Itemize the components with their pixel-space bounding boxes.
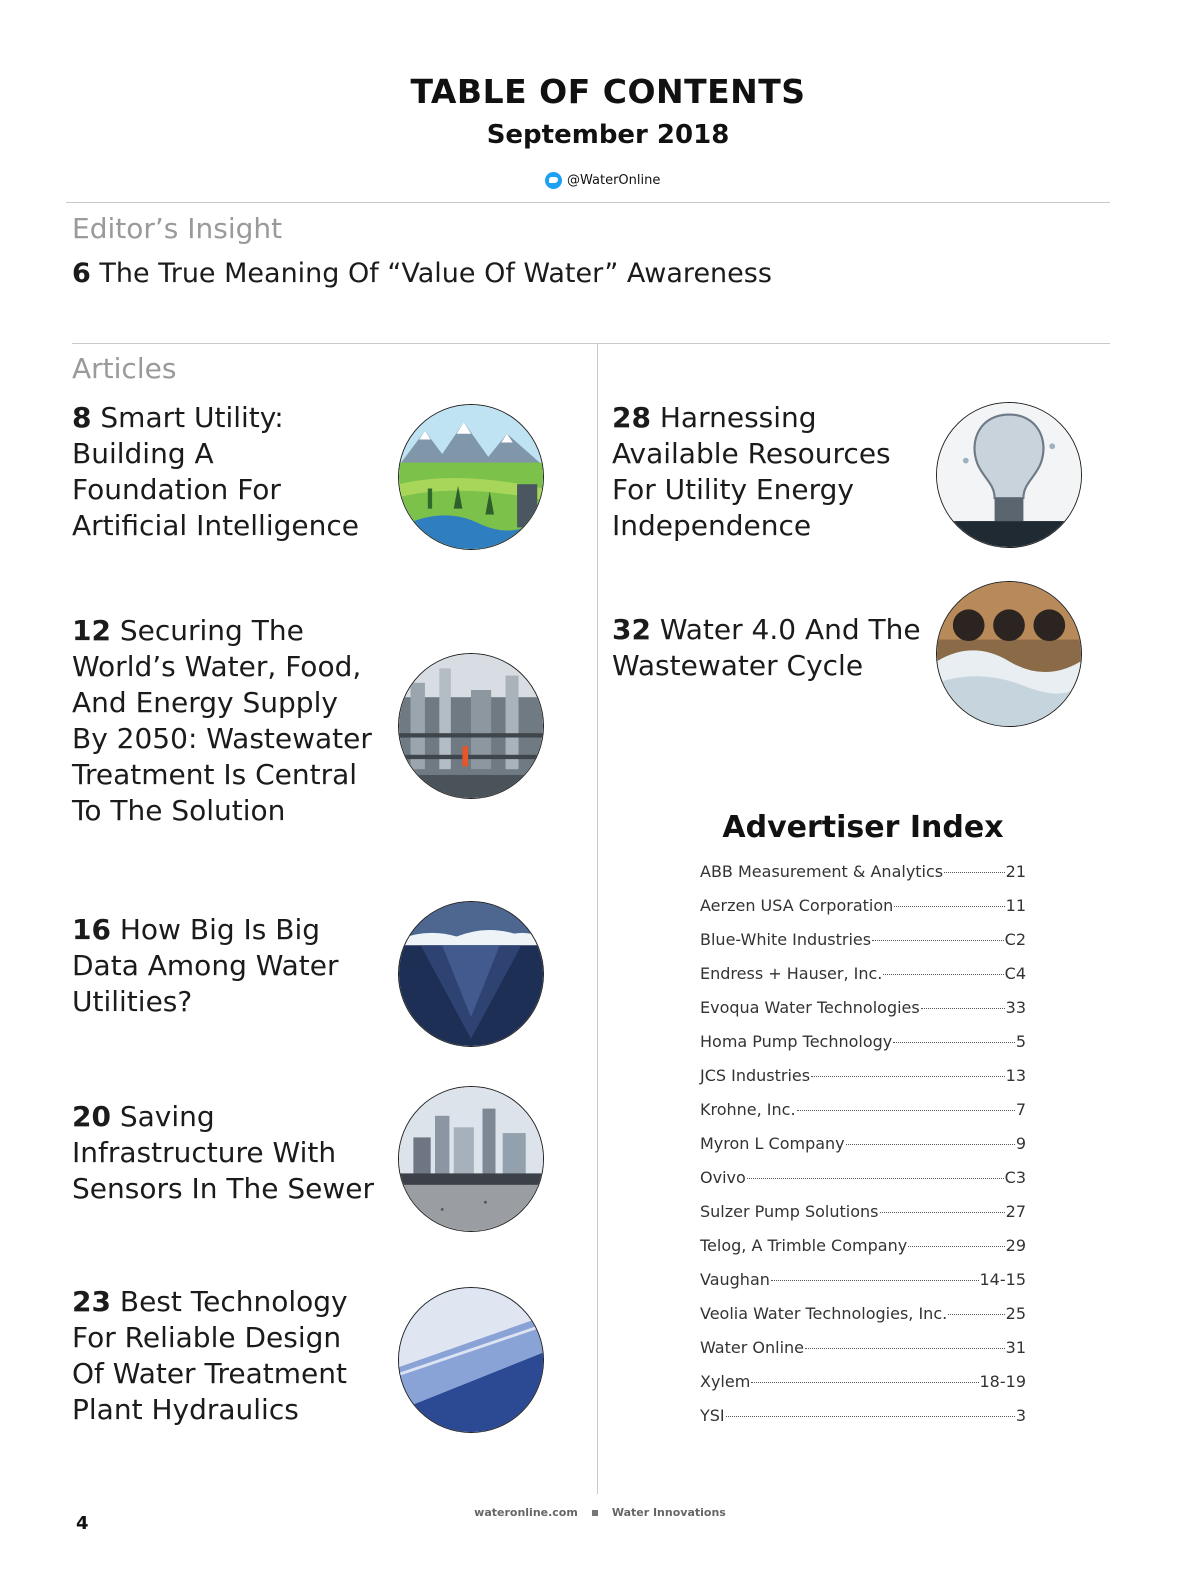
dot-leader — [883, 974, 1003, 975]
dot-leader — [880, 1212, 1005, 1213]
advertiser-page: 9 — [1015, 1134, 1026, 1153]
advertiser-name: Sulzer Pump Solutions — [700, 1202, 879, 1221]
page-footer — [0, 1506, 1200, 1519]
article-28[interactable] — [612, 400, 891, 544]
article-thumbnail-water-lightbulb[interactable] — [936, 402, 1082, 548]
advertiser-page: 11 — [1005, 896, 1026, 915]
dot-leader — [846, 1144, 1015, 1145]
dot-leader — [894, 906, 1004, 907]
article-title-line: Of Water Treatment — [72, 1357, 347, 1390]
separator-square-icon — [592, 1510, 598, 1516]
twitter-handle-link[interactable] — [545, 172, 660, 189]
dot-leader — [921, 1008, 1005, 1009]
page-title: TABLE OF CONTENTS — [410, 72, 806, 111]
article-title-line: Plant Hydraulics — [72, 1393, 299, 1426]
advertiser-entry[interactable] — [700, 930, 1026, 964]
advertiser-page: C3 — [1004, 1168, 1026, 1187]
article-page-number: 32 — [612, 613, 651, 646]
article-32[interactable] — [612, 612, 921, 684]
advertiser-entry[interactable] — [700, 1236, 1026, 1270]
dot-leader — [747, 1178, 1004, 1179]
article-thumbnail-landscape[interactable] — [398, 404, 544, 550]
advertiser-page: 31 — [1005, 1338, 1026, 1357]
advertiser-page: C4 — [1004, 964, 1026, 983]
article-page-number: 23 — [72, 1285, 111, 1318]
article-12[interactable] — [72, 613, 372, 829]
article-title-line: Saving — [119, 1100, 215, 1133]
advertiser-name: JCS Industries — [700, 1066, 811, 1085]
dot-leader — [893, 1042, 1015, 1043]
advertiser-entry[interactable] — [700, 1202, 1026, 1236]
editors-insight-article[interactable] — [72, 258, 772, 289]
advertiser-name: Krohne, Inc. — [700, 1100, 796, 1119]
advertiser-name: Telog, A Trimble Company — [700, 1236, 908, 1255]
advertiser-entry[interactable] — [700, 862, 1026, 896]
article-thumbnail-industrial-plant[interactable] — [398, 653, 544, 799]
article-title-line: Best Technology — [119, 1285, 348, 1318]
advertiser-entry[interactable] — [700, 1270, 1026, 1304]
article-8[interactable] — [72, 400, 359, 544]
article-title-line: Water 4.0 And The — [659, 613, 921, 646]
advertiser-page: 33 — [1005, 998, 1026, 1017]
twitter-handle: @WaterOnline — [567, 173, 661, 188]
footer-section: Water Innovations — [611, 1506, 726, 1519]
advertiser-page: 3 — [1015, 1406, 1026, 1425]
advertiser-name: Blue-White Industries — [700, 930, 872, 949]
advertiser-page: 21 — [1005, 862, 1026, 881]
article-title-line: Building A — [72, 437, 214, 470]
section-divider — [72, 343, 1110, 344]
advertiser-page: 18-19 — [979, 1372, 1026, 1391]
advertiser-entry[interactable] — [700, 1304, 1026, 1338]
dot-leader — [811, 1076, 1005, 1077]
advertiser-page: 5 — [1015, 1032, 1026, 1051]
dot-leader — [726, 1416, 1015, 1417]
article-title-line: Smart Utility: — [100, 401, 284, 434]
advertiser-entry[interactable] — [700, 1168, 1026, 1202]
advertiser-index-list — [700, 862, 1026, 1440]
advertiser-name: YSI — [700, 1406, 725, 1425]
article-title-line: Sensors In The Sewer — [72, 1172, 374, 1205]
article-16[interactable] — [72, 912, 339, 1020]
dot-leader — [797, 1110, 1015, 1111]
header-divider — [66, 202, 1110, 203]
dot-leader — [944, 872, 1005, 873]
advertiser-name: Myron L Company — [700, 1134, 845, 1153]
advertiser-name: Xylem — [700, 1372, 751, 1391]
advertiser-page: 7 — [1015, 1100, 1026, 1119]
issue-date: September 2018 — [486, 120, 730, 150]
advertiser-entry[interactable] — [700, 1338, 1026, 1372]
article-title-line: For Reliable Design — [72, 1321, 342, 1354]
dot-leader — [751, 1382, 978, 1383]
advertiser-page: 13 — [1005, 1066, 1026, 1085]
article-page-number: 20 — [72, 1100, 111, 1133]
article-23[interactable] — [72, 1284, 348, 1428]
article-title-line: Utilities? — [72, 985, 193, 1018]
article-thumbnail-water-channel[interactable] — [398, 1287, 544, 1433]
article-title-line: Treatment Is Central — [72, 758, 358, 791]
advertiser-page: 29 — [1005, 1236, 1026, 1255]
advertiser-entry[interactable] — [700, 1134, 1026, 1168]
advertiser-entry[interactable] — [700, 1100, 1026, 1134]
advertiser-entry[interactable] — [700, 1032, 1026, 1066]
article-title-line: World’s Water, Food, — [72, 650, 362, 683]
advertiser-name: Water Online — [700, 1338, 804, 1357]
advertiser-name: Vaughan — [700, 1270, 770, 1289]
advertiser-entry[interactable] — [700, 1066, 1026, 1100]
article-thumbnail-iceberg[interactable] — [398, 901, 544, 1047]
article-title: The True Meaning Of “Value Of Water” Awareness — [99, 258, 772, 289]
article-page-number: 6 — [72, 258, 91, 289]
twitter-icon — [545, 172, 562, 189]
advertiser-page: C2 — [1004, 930, 1026, 949]
article-title-line: Data Among Water — [72, 949, 339, 982]
article-title-line: Foundation For — [72, 473, 281, 506]
advertiser-page: 25 — [1005, 1304, 1026, 1323]
advertiser-index-title: Advertiser Index — [722, 810, 1004, 845]
dot-leader — [872, 940, 1004, 941]
dot-leader — [805, 1348, 1005, 1349]
article-thumbnail-outfall-pipes[interactable] — [936, 581, 1082, 727]
article-title-line: How Big Is Big — [119, 913, 321, 946]
article-page-number: 16 — [72, 913, 111, 946]
article-title-line: For Utility Energy — [612, 473, 854, 506]
dot-leader — [948, 1314, 1004, 1315]
page-number: 4 — [76, 1513, 89, 1534]
advertiser-entry[interactable] — [700, 1406, 1026, 1440]
advertiser-name: Ovivo — [700, 1168, 746, 1187]
column-divider — [597, 344, 598, 1494]
article-title-line: Independence — [612, 509, 812, 542]
articles-label: Articles — [72, 352, 177, 385]
article-title-line: Harnessing — [659, 401, 817, 434]
article-title-line: Artificial Intelligence — [72, 509, 359, 542]
article-title-line: And Energy Supply — [72, 686, 338, 719]
article-page-number: 12 — [72, 614, 111, 647]
article-title-line: Available Resources — [612, 437, 891, 470]
advertiser-entry[interactable] — [700, 1372, 1026, 1406]
advertiser-entry[interactable] — [700, 998, 1026, 1032]
footer-site[interactable]: wateronline.com — [474, 1506, 578, 1519]
article-20[interactable] — [72, 1099, 374, 1207]
advertiser-name: Endress + Hauser, Inc. — [700, 964, 883, 983]
article-page-number: 8 — [72, 401, 92, 434]
advertiser-name: ABB Measurement & Analytics — [700, 862, 944, 881]
advertiser-name: Homa Pump Technology — [700, 1032, 893, 1051]
advertiser-page: 27 — [1005, 1202, 1026, 1221]
advertiser-entry[interactable] — [700, 964, 1026, 998]
editors-insight-label: Editor’s Insight — [72, 212, 283, 245]
article-thumbnail-city-street[interactable] — [398, 1086, 544, 1232]
article-title-line: To The Solution — [72, 794, 286, 827]
dot-leader — [908, 1246, 1004, 1247]
advertiser-page: 14-15 — [979, 1270, 1026, 1289]
advertiser-name: Evoqua Water Technologies — [700, 998, 920, 1017]
article-title-line: Securing The — [119, 614, 304, 647]
article-title-line: Wastewater Cycle — [612, 649, 864, 682]
article-title-line: Infrastructure With — [72, 1136, 337, 1169]
advertiser-name: Veolia Water Technologies, Inc. — [700, 1304, 948, 1323]
advertiser-entry[interactable] — [700, 896, 1026, 930]
advertiser-name: Aerzen USA Corporation — [700, 896, 894, 915]
article-page-number: 28 — [612, 401, 651, 434]
dot-leader — [771, 1280, 979, 1281]
article-title-line: By 2050: Wastewater — [72, 722, 372, 755]
